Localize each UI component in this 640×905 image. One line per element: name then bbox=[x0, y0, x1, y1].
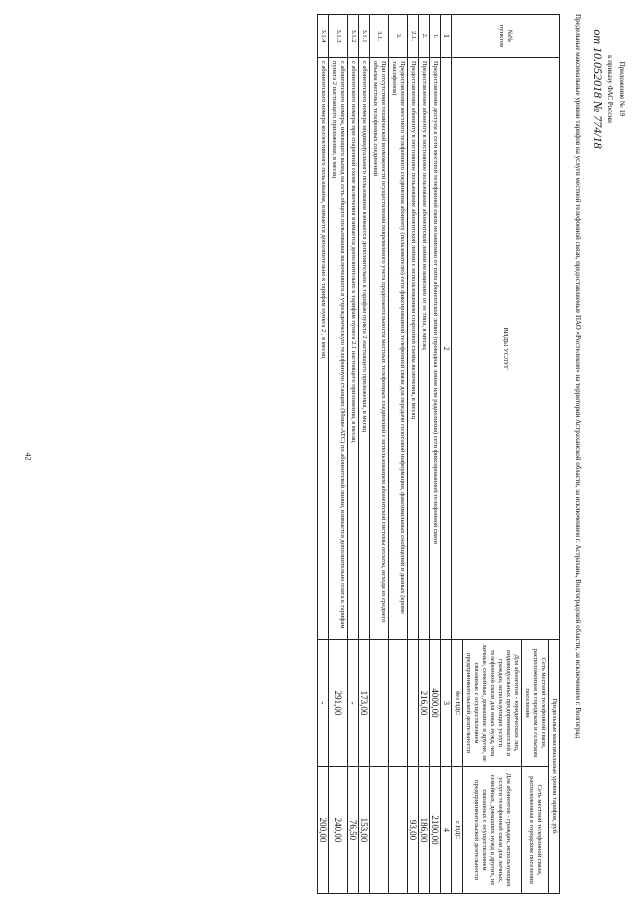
table-row bbox=[389, 15, 408, 894]
table-row bbox=[419, 15, 430, 894]
table-cell: 200,00 bbox=[318, 767, 329, 894]
table-cell: с абонентского номера коллективного пользования, взимается дополнительно к тарифам пункта 2 , в месяц bbox=[318, 58, 329, 640]
table-cell: 76,50 bbox=[348, 767, 359, 894]
table-row bbox=[370, 15, 389, 894]
col-header-rural: Сеть местной телефонной связи, расположенная в городском и сельском поселении bbox=[522, 640, 549, 767]
table-cell bbox=[370, 640, 389, 767]
table-cell: 186,00 bbox=[419, 767, 430, 894]
table-cell: - bbox=[318, 640, 329, 767]
col-header-citizens: Для абонентов - граждан, использующих услуги телефонной связи для личных, семейных, домашних нужд и других, не связанных с осуществлением предпринимательской деятельности bbox=[463, 767, 522, 894]
table-cell: 3.1. bbox=[370, 15, 389, 58]
table-row bbox=[430, 15, 441, 894]
table-row bbox=[318, 15, 329, 894]
appendix-number: Приложение № 19 bbox=[618, 61, 626, 117]
table-cell bbox=[408, 640, 419, 767]
table-cell: 240,00 bbox=[329, 767, 348, 894]
col-index: 2 bbox=[441, 58, 452, 640]
table-cell: 173,00 bbox=[359, 640, 370, 767]
col-index: 1 bbox=[441, 15, 452, 58]
table-row bbox=[408, 15, 419, 894]
document-title: Предельные максимальные уровни тарифов на услуги местной телефонной связи, предоставляемые ПАО «Ростелеком» на территории Астраханской области, за исключением г. Астрахань, Волгоградской области, за исключением г. Волгоград bbox=[574, 14, 582, 739]
col-header-number: №№ пунктов bbox=[452, 15, 560, 58]
table-cell: 3. bbox=[389, 15, 408, 58]
col-index: 3 bbox=[441, 640, 452, 767]
table-cell: Предоставление местного телефонного соединения абоненту (пользователю) сети фиксированной телефонной связи для передачи голосовой информации, факсимильных сообщений и данных (кроме таксофонов) bbox=[389, 58, 408, 640]
col-header-legal: Для абонентов - юридических лиц, индивидуальных предпринимателей и граждан, использующих услуги телефонной связи для иных нужд, чем личные, семейные, домашние и другие, не связанные с осуществлением предпринимательской деятельности bbox=[463, 640, 522, 767]
table-cell: 1. bbox=[430, 15, 441, 58]
table-row bbox=[348, 15, 359, 894]
table-cell: - bbox=[348, 640, 359, 767]
page-number: 42 bbox=[23, 452, 33, 461]
table-cell: с абонентского номера индивидуального пользования взимается дополнительно к тарифам пункта 2 настоящего приложения, в месяц bbox=[359, 58, 370, 640]
table-cell: 3.1.4 bbox=[318, 15, 329, 58]
col-header-levels: Предельные максимальные уровни тарифов, руб. bbox=[549, 640, 560, 894]
table-cell: 216,00 bbox=[419, 640, 430, 767]
table-cell: 291,00 bbox=[329, 640, 348, 767]
table-cell: 153,00 bbox=[359, 767, 370, 894]
table-cell: 4000,00 bbox=[430, 640, 441, 767]
table-cell: 93,00 bbox=[408, 767, 419, 894]
table-cell bbox=[389, 767, 408, 894]
table-row bbox=[359, 15, 370, 894]
appendix-date: от 10.052018 № 774/18 bbox=[591, 29, 605, 149]
col-header-urban: Сеть местной телефонной связи, расположенная в городском поселении bbox=[522, 767, 549, 894]
table-row bbox=[329, 15, 348, 894]
table-cell: с абонентского номера при спаренной схеме включения взимается дополнительно к тарифам пункта 2.1 настоящего приложения, в месяц bbox=[348, 58, 359, 640]
table-cell bbox=[370, 767, 389, 894]
col-index: 4 bbox=[441, 767, 452, 894]
table-cell: Предоставление абоненту в постоянное пользование абонентской линии независимо от ее типа, в месяц bbox=[419, 58, 430, 640]
appendix-header bbox=[592, 14, 628, 164]
table-cell: 2. bbox=[419, 15, 430, 58]
table-cell: Предоставление абоненту в постоянное пользование абонентской линии с использованием спаренной схемы включения, в месяц bbox=[408, 58, 419, 640]
table-cell: 3.1.3 bbox=[329, 15, 348, 58]
table-cell: 3.1.1 bbox=[359, 15, 370, 58]
col-header-vat: с НДС bbox=[452, 767, 463, 894]
table-cell: с абонентского номера, имеющего выход на сеть общего пользования включенного в учрежденческую телефонную станцию (Мини-АТС) по абонентской линии, взимается дополнительно плата к тарифам пункта 2 настоящего приложения, в месяц bbox=[329, 58, 348, 640]
table-cell: 2.1. bbox=[408, 15, 419, 58]
appendix-order: к приказу ФАС России bbox=[606, 55, 614, 123]
table-cell: При отсутствии технической возможности осуществления повременного учета продолжительности местных телефонных соединений с использованием абонентской системы оплаты, исходя из среднего объема местных телефонных соединений bbox=[370, 58, 389, 640]
col-header-services: ВИДЫ УСЛУГ bbox=[452, 58, 560, 640]
col-header-novat: без НДС bbox=[452, 640, 463, 767]
table-cell: 3.1.2 bbox=[348, 15, 359, 58]
table-cell bbox=[389, 640, 408, 767]
table-cell: Предоставление доступа к сети местной телефонной связи независимо от типа абонентской линии (проводная линия или радиолиния) сети фиксированной телефонной связи bbox=[430, 58, 441, 640]
tariff-table bbox=[317, 14, 560, 894]
table-cell: 2100,00 bbox=[430, 767, 441, 894]
